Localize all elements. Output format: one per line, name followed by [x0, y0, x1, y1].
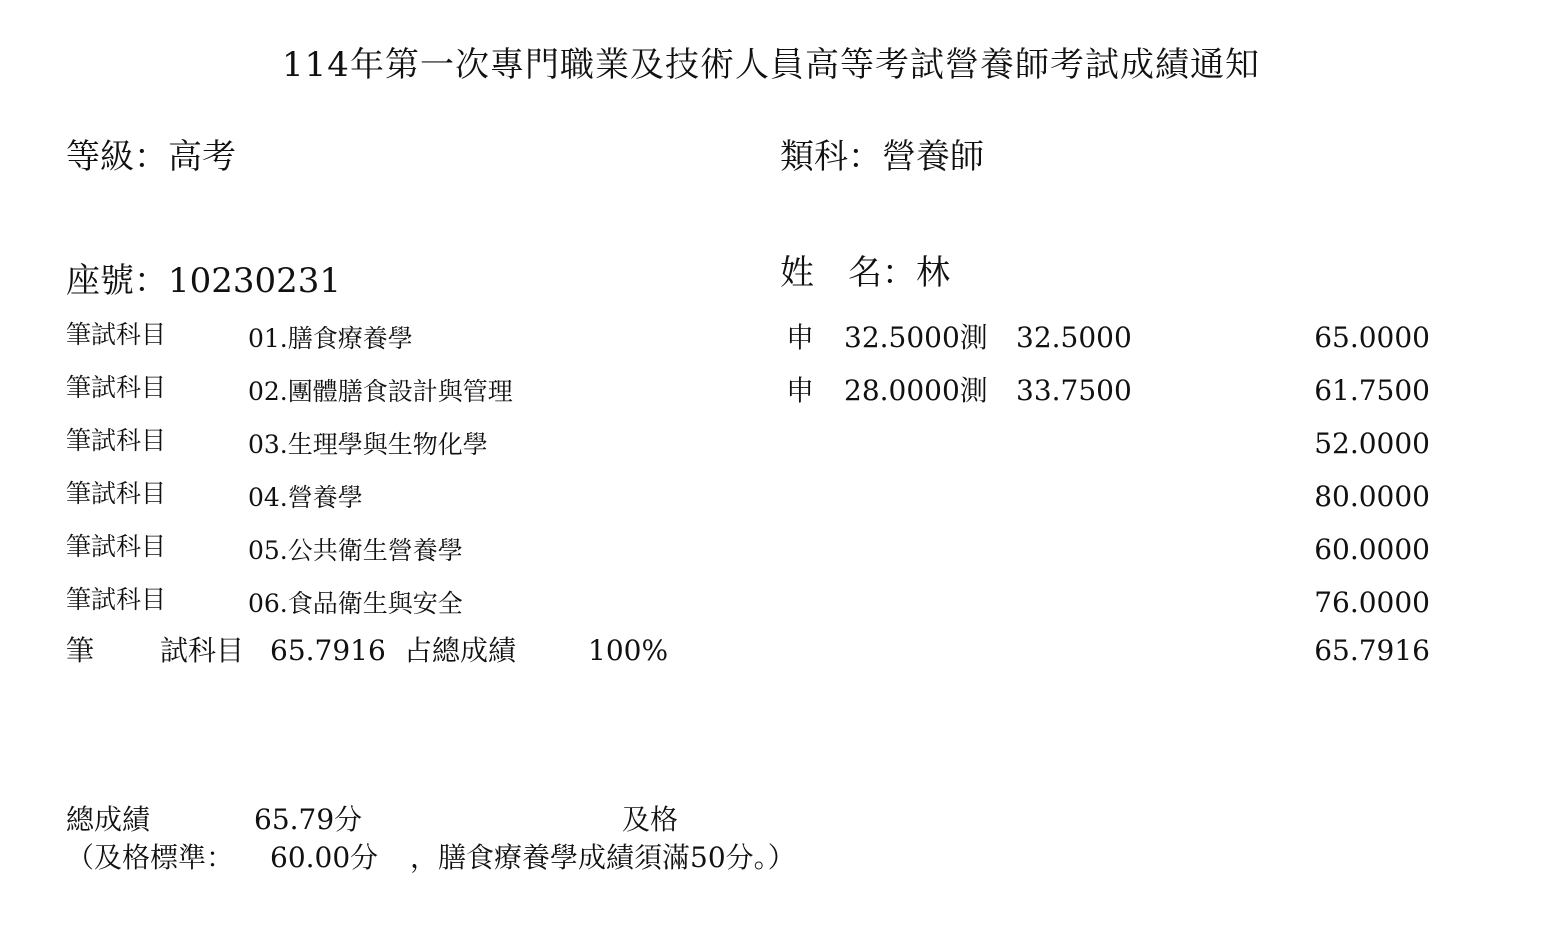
page-title: 114年第一次專門職業及技術人員高等考試營養師考試成績通知 [282, 45, 1260, 85]
subject-part-b: 32.5000 [1016, 321, 1132, 354]
standard-note: ，膳食療養學成績須滿50分。） [410, 841, 796, 874]
exam-level: 等級：高考 [66, 137, 236, 177]
exam-category: 類科：營養師 [780, 137, 984, 177]
subject-label: 筆試科目 [66, 532, 167, 561]
subject-label: 筆試科目 [66, 426, 167, 455]
summary-label-b: 試科目 [160, 634, 245, 667]
pass-result: 及格 [622, 803, 679, 836]
candidate-name: 姓 名：林 [780, 253, 950, 293]
subject-label: 筆試科目 [66, 320, 167, 349]
subject-mark: 申 [786, 374, 815, 407]
total-label: 總成績 [66, 803, 151, 836]
subject-score: 76.0000 [1314, 586, 1430, 619]
subject-score: 52.0000 [1314, 427, 1430, 460]
subject-score: 61.7500 [1314, 374, 1430, 407]
subject-label: 筆試科目 [66, 373, 167, 402]
subject-name: 01.膳食療養學 [248, 324, 413, 353]
summary-label-a: 筆 [66, 634, 95, 667]
summary-average: 65.7916 [270, 634, 386, 667]
summary-weighted-score: 65.7916 [1314, 634, 1430, 667]
standard-prefix: （及格標準： [66, 841, 235, 874]
subject-part-a: 32.5000測 [844, 321, 988, 354]
subject-name: 02.團體膳食設計與管理 [248, 377, 513, 406]
summary-weight: 100% [588, 634, 669, 667]
subject-part-b: 33.7500 [1016, 374, 1132, 407]
subject-score: 60.0000 [1314, 533, 1430, 566]
seat-number: 座號：10230231 [66, 261, 342, 301]
subject-label: 筆試科目 [66, 585, 167, 614]
subject-label: 筆試科目 [66, 479, 167, 508]
summary-weight-label: 占總成績 [404, 634, 517, 667]
total-score: 65.79分 [254, 803, 363, 836]
subject-name: 05.公共衛生營養學 [248, 536, 463, 565]
subject-part-a: 28.0000測 [844, 374, 988, 407]
subject-name: 06.食品衛生與安全 [248, 589, 463, 618]
subject-name: 04.營養學 [248, 483, 363, 512]
subject-score: 80.0000 [1314, 480, 1430, 513]
subject-mark: 申 [786, 321, 815, 354]
subject-score: 65.0000 [1314, 321, 1430, 354]
subject-name: 03.生理學與生物化學 [248, 430, 488, 459]
standard-value: 60.00分 [270, 841, 379, 874]
